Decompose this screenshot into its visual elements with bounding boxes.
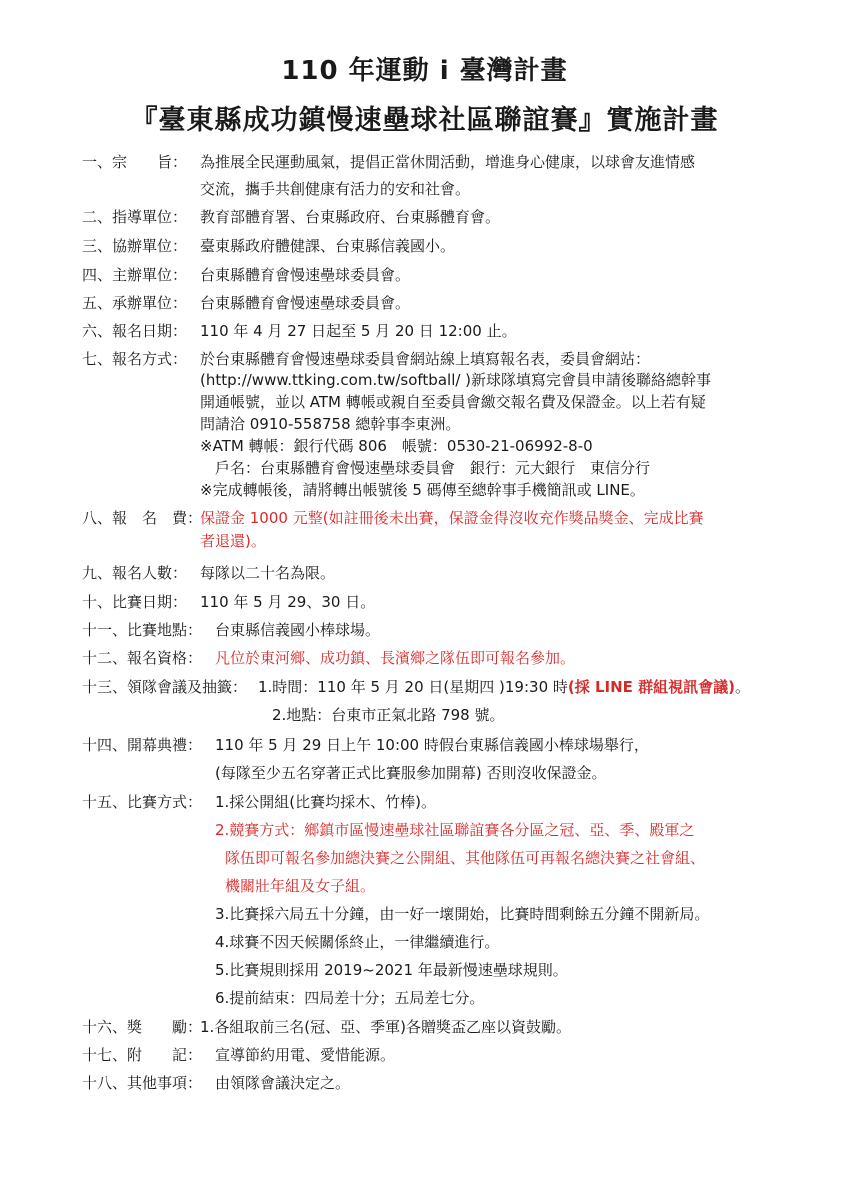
s9-label: 九、報名人數： xyxy=(82,564,188,582)
s7-text-6: 戶名：台東縣體育會慢速壘球委員會 銀行：元大銀行 東信分行 xyxy=(215,459,651,477)
s11-label: 十一、比賽地點： xyxy=(82,621,203,639)
s5-text: 台東縣體育會慢速壘球委員會。 xyxy=(200,294,411,312)
s7-label: 七、報名方式： xyxy=(82,350,188,368)
s2-label: 二、指導單位： xyxy=(82,208,188,226)
s7-text-2: (http://www.ttking.com.tw/softball/ )新球隊填寫完會員申請後聯絡總幹事 xyxy=(200,371,712,389)
s7-text-4: 問請洽 0910-558758 總幹事李東洲。 xyxy=(200,415,461,433)
s1-label: 一、宗 旨： xyxy=(82,153,188,171)
s7-text-1: 於台東縣體育會慢速壘球委員會網站線上填寫報名表，委員會網站： xyxy=(200,350,651,368)
s8-text-2: 者退還)。 xyxy=(200,532,266,550)
s7-text-7: ※完成轉帳後，請將轉出帳號後 5 碼傳至總幹事手機簡訊或 LINE。 xyxy=(200,481,645,499)
s1-text-2: 交流，攜手共創健康有活力的安和社會。 xyxy=(200,180,471,198)
s4-text: 台東縣體育會慢速壘球委員會。 xyxy=(200,266,411,284)
s15-text-2: 2.競賽方式：鄉鎮市區慢速壘球社區聯誼賽各分區之冠、亞、季、殿軍之 xyxy=(215,821,695,839)
s13-meeting-note: (採 LINE 群組視訊會議) xyxy=(567,678,735,696)
s17-label: 十七、附 記： xyxy=(82,1046,203,1064)
s15-text-1: 1.採公開組(比賽均採木、竹棒)。 xyxy=(215,793,437,811)
s14-text-2: (每隊至少五名穿著正式比賽服參加開幕) 否則沒收保證金。 xyxy=(215,764,607,782)
s3-text: 臺東縣政府體健課、台東縣信義國小。 xyxy=(200,237,456,255)
s2-text: 教育部體育署、台東縣政府、台東縣體育會。 xyxy=(200,208,501,226)
s3-label: 三、協辦單位： xyxy=(82,237,188,255)
s12-label: 十二、報名資格： xyxy=(82,649,203,667)
doc-subtitle: 『臺東縣成功鎮慢速壘球社區聯誼賽』實施計畫 xyxy=(130,105,719,136)
s13-text-1 xyxy=(258,677,750,697)
s6-label: 六、報名日期： xyxy=(82,322,188,340)
s15-text-3: 隊伍即可報名參加總決賽之公開組、其他隊伍可再報名總決賽之社會組、 xyxy=(225,849,706,867)
s17-text: 宣導節約用電、愛惜能源。 xyxy=(215,1046,396,1064)
s18-label: 十八、其他事項： xyxy=(82,1074,203,1092)
s15-text-8: 6.提前結束：四局差十分；五局差七分。 xyxy=(215,989,485,1007)
s12-text: 凡位於東河鄉、成功鎮、長濱鄉之隊伍即可報名參加。 xyxy=(215,649,576,667)
s15-text-4: 機關壯年組及女子組。 xyxy=(225,877,376,895)
s14-label: 十四、開幕典禮： xyxy=(82,736,203,754)
s13-time: 1.時間：110 年 5 月 20 日(星期四 )19:30 時 xyxy=(258,678,568,696)
s7-text-3: 開通帳號，並以 ATM 轉帳或親自至委員會繳交報名費及保證金。以上若有疑 xyxy=(200,393,706,411)
s8-text-1: 保證金 1000 元整(如註冊後未出賽，保證金得沒收充作獎品獎金、完成比賽 xyxy=(200,509,704,527)
s6-text: 110 年 4 月 27 日起至 5 月 20 日 12:00 止。 xyxy=(200,322,517,340)
s1-text-1: 為推展全民運動風氣，提倡正當休閒活動，增進身心健康，以球會友進情感 xyxy=(200,153,696,171)
s5-label: 五、承辦單位： xyxy=(82,294,188,312)
doc-title: 110 年運動 i 臺灣計畫 xyxy=(281,56,568,86)
s13-label: 十三、領隊會議及抽籤： xyxy=(82,678,248,696)
s18-text: 由領隊會議決定之。 xyxy=(215,1074,351,1092)
s13-text-2: 2.地點：台東市正氣北路 798 號。 xyxy=(272,706,505,724)
s8-label: 八、報 名 費： xyxy=(82,509,203,527)
s4-label: 四、主辦單位： xyxy=(82,266,188,284)
s13-period: 。 xyxy=(735,678,751,696)
s15-text-7: 5.比賽規則採用 2019~2021 年最新慢速壘球規則。 xyxy=(215,961,568,979)
s15-text-5: 3.比賽採六局五十分鐘，由一好一壞開始，比賽時間剩餘五分鐘不開新局。 xyxy=(215,905,710,923)
s15-label: 十五、比賽方式： xyxy=(82,793,203,811)
s10-label: 十、比賽日期： xyxy=(82,593,188,611)
s7-text-5: ※ATM 轉帳：銀行代碼 806 帳號：0530-21-06992-8-0 xyxy=(200,437,593,455)
s9-text: 每隊以二十名為限。 xyxy=(200,564,336,582)
s15-text-6: 4.球賽不因天候關係終止，一律繼續進行。 xyxy=(215,933,500,951)
s10-text: 110 年 5 月 29、30 日。 xyxy=(200,593,376,611)
s16-text: 1.各組取前三名(冠、亞、季軍)各贈獎盃乙座以資鼓勵。 xyxy=(200,1018,572,1036)
s11-text: 台東縣信義國小棒球場。 xyxy=(215,621,381,639)
s16-label: 十六、獎 勵： xyxy=(82,1018,203,1036)
s14-text-1: 110 年 5 月 29 日上午 10:00 時假台東縣信義國小棒球場舉行， xyxy=(215,736,649,754)
